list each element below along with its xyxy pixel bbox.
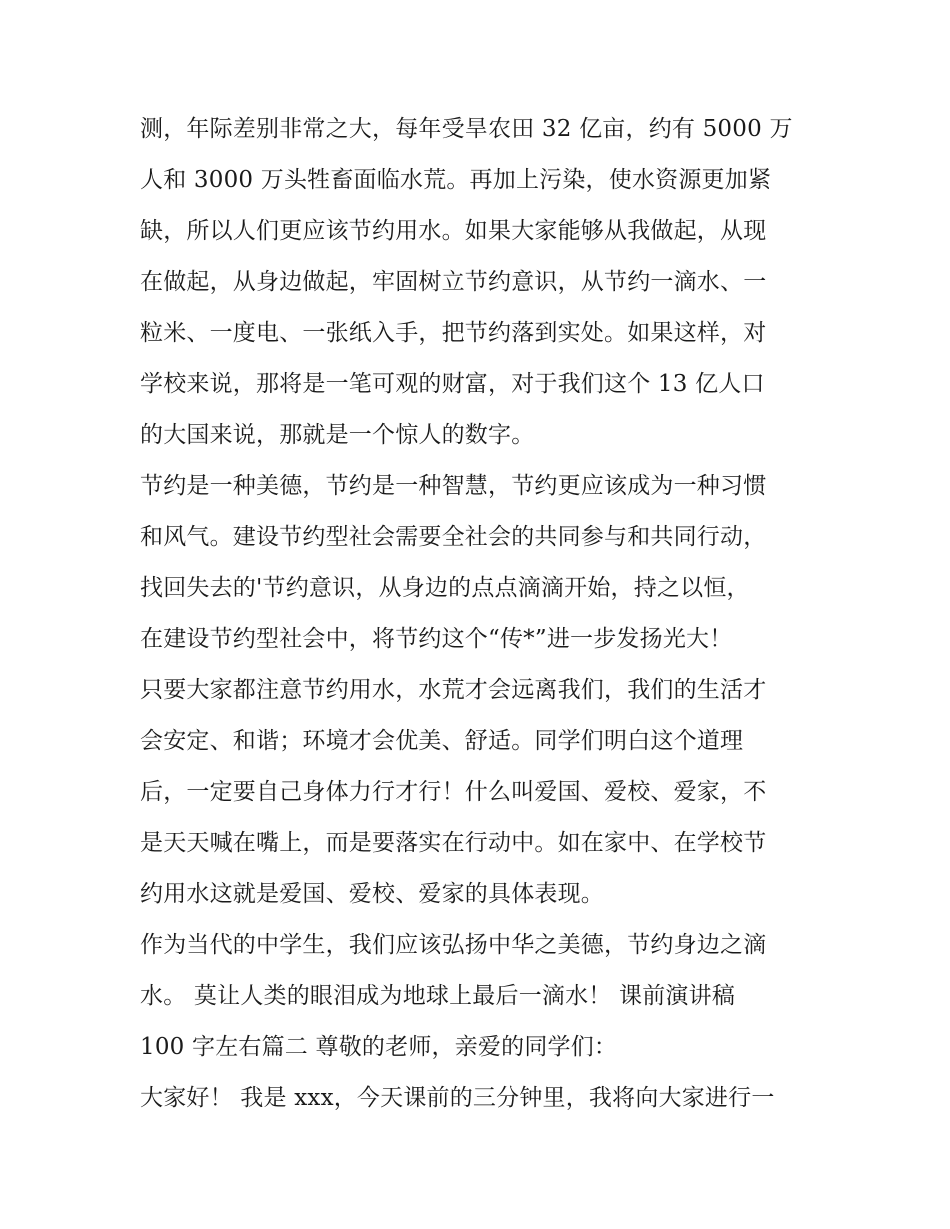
text-line: 100 字左右篇二 尊敬的老师，亲爱的同学们： <box>140 1034 618 1060</box>
text-line: 只要大家都注意节约用水，水荒才会远离我们，我们的生活才 <box>140 677 767 703</box>
text-line: 的大国来说，那就是一个惊人的数字。 <box>140 422 535 448</box>
text-line: 后，一定要自己身体力行才行！什么叫爱国、爱校、爱家，不 <box>140 779 767 805</box>
text-line: 约用水这就是爱国、爱校、爱家的具体表现。 <box>140 881 604 907</box>
text-line: 人和 3000 万头牲畜面临水荒。再加上污染，使水资源更加紧 <box>140 167 772 193</box>
text-line: 测，年际差别非常之大，每年受旱农田 32 亿亩，约有 5000 万 <box>140 116 793 142</box>
text-line: 找回失去的'节约意识，从身边的点点滴滴开始，持之以恒， <box>140 575 750 601</box>
text-line: 和风气。建设节约型社会需要全社会的共同参与和共同行动， <box>140 524 767 550</box>
text-line: 学校来说，那将是一笔可观的财富，对于我们这个 13 亿人口 <box>140 371 765 397</box>
text-line: 在做起，从身边做起，牢固树立节约意识，从节约一滴水、一 <box>140 269 767 295</box>
text-line: 作为当代的中学生，我们应该弘扬中华之美德，节约身边之滴 <box>140 932 767 958</box>
text-line: 是天天喊在嘴上，而是要落实在行动中。如在家中、在学校节 <box>140 830 767 856</box>
text-line: 大家好！ 我是 xxx，今天课前的三分钟里，我将向大家进行一 <box>140 1085 775 1111</box>
text-line: 在建设节约型社会中，将节约这个“传*”进一步发扬光大！ <box>140 626 733 652</box>
text-line: 水。 莫让人类的眼泪成为地球上最后一滴水！ 课前演讲稿 <box>140 983 736 1009</box>
text-line: 粒米、一度电、一张纸入手，把节约落到实处。如果这样，对 <box>140 320 767 346</box>
body-text <box>140 104 820 1124</box>
text-line: 缺，所以人们更应该节约用水。如果大家能够从我做起，从现 <box>140 218 767 244</box>
text-line: 节约是一种美德，节约是一种智慧，节约更应该成为一种习惯 <box>140 473 767 499</box>
text-line: 会安定、和谐；环境才会优美、舒适。同学们明白这个道理 <box>140 728 744 754</box>
